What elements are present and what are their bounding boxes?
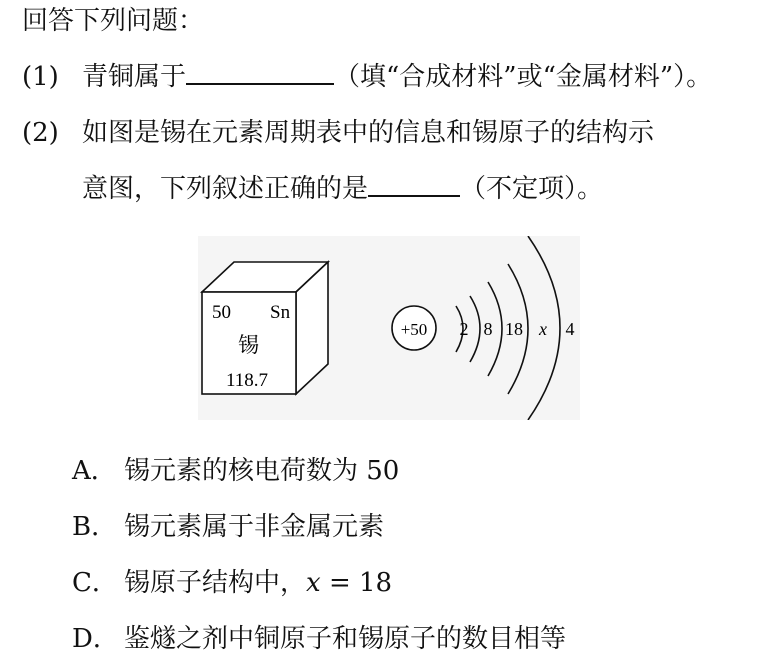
question-2-answer-blank[interactable] [368,177,460,197]
question-2-hint: （不定项）。 [460,174,604,204]
shell-1-electrons: 2 [459,319,469,339]
nucleus-charge: +50 [400,320,428,339]
shell-4-electrons: x [539,319,547,339]
element-name: 锡 [238,333,259,357]
option-a-text: 锡元素的核电荷数为 50 [124,456,400,486]
atomic-mass: 118.7 [226,370,269,391]
shell-2-electrons: 8 [483,319,493,339]
option-a[interactable] [72,458,399,484]
option-c-text: 锡原子结构中， [124,568,307,598]
option-d[interactable] [72,626,566,652]
option-c-variable: x [306,568,321,598]
question-1-number: (1) [22,62,59,92]
shell-3-electrons: 18 [505,319,523,339]
question-heading: 回答下列问题： [22,6,205,36]
element-symbol: Sn [270,302,291,323]
option-b-text: 锡元素属于非金属元素 [124,512,385,542]
question-2-text: 如图是锡在元素周期表中的信息和锡原子的结构示 [82,118,655,148]
question-2-text-cont: 意图，下列叙述正确的是 [82,174,369,204]
option-c-value: = 18 [320,568,393,598]
option-b-letter: B． [72,512,118,542]
option-c-letter: C． [72,568,118,598]
figure-tin-element-and-atom [198,236,580,420]
option-c[interactable] [72,570,392,596]
question-2-number: (2) [22,118,59,148]
question-1 [22,64,712,90]
shell-5-electrons: 4 [565,319,575,339]
question-1-text: 青铜属于 [82,62,187,92]
option-b[interactable] [72,514,384,540]
option-d-letter: D． [72,624,119,654]
question-1-answer-blank[interactable] [186,65,334,85]
option-a-letter: A． [72,456,117,486]
question-1-hint: （填“合成材料”或“金属材料”）。 [334,62,713,92]
atomic-number: 50 [212,302,231,323]
question-2-line-1 [22,120,654,146]
option-d-text: 鉴燧之剂中铜原子和锡原子的数目相等 [124,624,567,654]
question-2-line-2 [82,176,603,202]
